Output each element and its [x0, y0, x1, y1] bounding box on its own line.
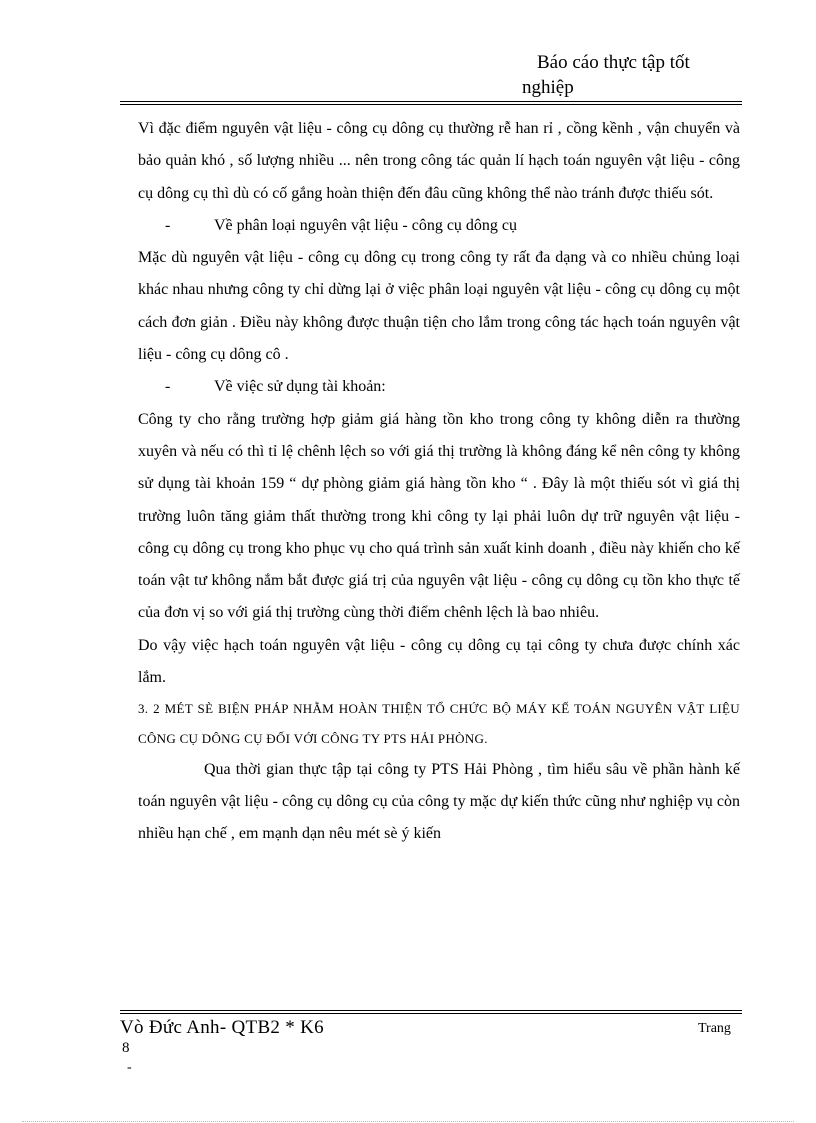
- bullet-accounts: [138, 371, 740, 403]
- page-bottom-dotted-line: [22, 1121, 794, 1122]
- paragraph-accounts: Công ty cho rằng trường hợp giảm giá hàng tồn kho trong công ty không diễn ra thường xuyên và nếu có thì tỉ lệ chênh lệch so với giá thị trường là không đáng kể nên công ty không sử dụng tài khoản 159 “ dự phòng giảm giá hàng tồn kho “ . Đây là một thiếu sót vì giá thị trường luôn tăng giảm thất thường trong khi công ty lại phải luôn dự trữ nguyên vật liệu - công cụ dông cụ trong kho phục vụ cho quá trình sản xuất kinh doanh , điều này khiến cho kế toán vật tư không nắm bắt được giá trị của nguyên vật liệu - công cụ dông cụ tồn kho thực tế của đơn vị so với giá thị trường cùng thời điểm chênh lệch là bao nhiêu.: [138, 410, 740, 622]
- footer-author: Vò Đức Anh- QTB2 * K6: [120, 1017, 324, 1038]
- bullet-dash: -: [165, 216, 171, 234]
- document-body: [138, 113, 740, 851]
- bullet-classification-text: Về phân loại nguyên vật liệu - công cụ dông cụ: [214, 216, 518, 234]
- header-title-line2: nghiệp: [522, 77, 574, 98]
- footer-rule-top: [120, 1010, 742, 1011]
- paragraph-intro: Vì đặc điểm nguyên vật liệu - công cụ dông cụ thường rễ han rỉ , cồng kềnh , vận chuyển và bảo quản khó , số lượng nhiều ... nên trong công tác quản lí hạch toán nguyên vật liệu - công cụ dông cụ thì dù có cố gắng hoàn thiện đến đâu cũng không thể nào tránh được thiếu sót.: [138, 120, 740, 202]
- page-header-title: [522, 50, 762, 100]
- header-rule-top: [120, 101, 742, 102]
- footer-page-label: Trang: [698, 1021, 731, 1036]
- header-rule-bottom: [120, 104, 742, 105]
- footer-rule-bottom: [120, 1013, 742, 1014]
- header-title-line1: Báo cáo thực tập tốt: [537, 52, 690, 73]
- bullet-accounts-text: Về việc sử dụng tài khoản:: [214, 378, 386, 396]
- section-heading: 3. 2 MÉT SÈ BIỆN PHÁP NHẰM HOÀN THIỆN TỔ CHỨC BỘ MÁY KẾ TOÁN NGUYÊN VẬT LIỆU CÔNG CỤ DÔNG CỤ ĐỐI VỚI CÔNG TY PTS HẢI PHÒNG.: [138, 701, 740, 747]
- bullet-classification: [138, 210, 740, 242]
- paragraph-classification: Mặc dù nguyên vật liệu - công cụ dông cụ trong công ty rất đa dạng và co nhiều chủng loại khác nhau nhưng công ty chỉ dừng lại ở việc phân loại nguyên vật liệu - công cụ dông cụ một cách đơn giản . Điều này không được thuận tiện cho lắm trong công tác hạch toán nguyên vật liệu - công cụ dông cô .: [138, 249, 740, 364]
- paragraph-conclusion: Do vậy việc hạch toán nguyên vật liệu - công cụ dông cụ tại công ty chưa được chính xác lắm.: [138, 636, 740, 687]
- footer-dash: -: [127, 1060, 132, 1075]
- bullet-dash: -: [165, 378, 171, 396]
- paragraph-measures: Qua thời gian thực tập tại công ty PTS Hải Phòng , tìm hiểu sâu về phần hành kế toán nguyên vật liệu - công cụ dông cụ của công ty mặc dự kiến thức cũng như nghiệp vụ còn nhiều hạn chế , em mạnh dạn nêu mét sè ý kiến: [138, 760, 740, 843]
- footer-page-number: 8: [122, 1040, 130, 1056]
